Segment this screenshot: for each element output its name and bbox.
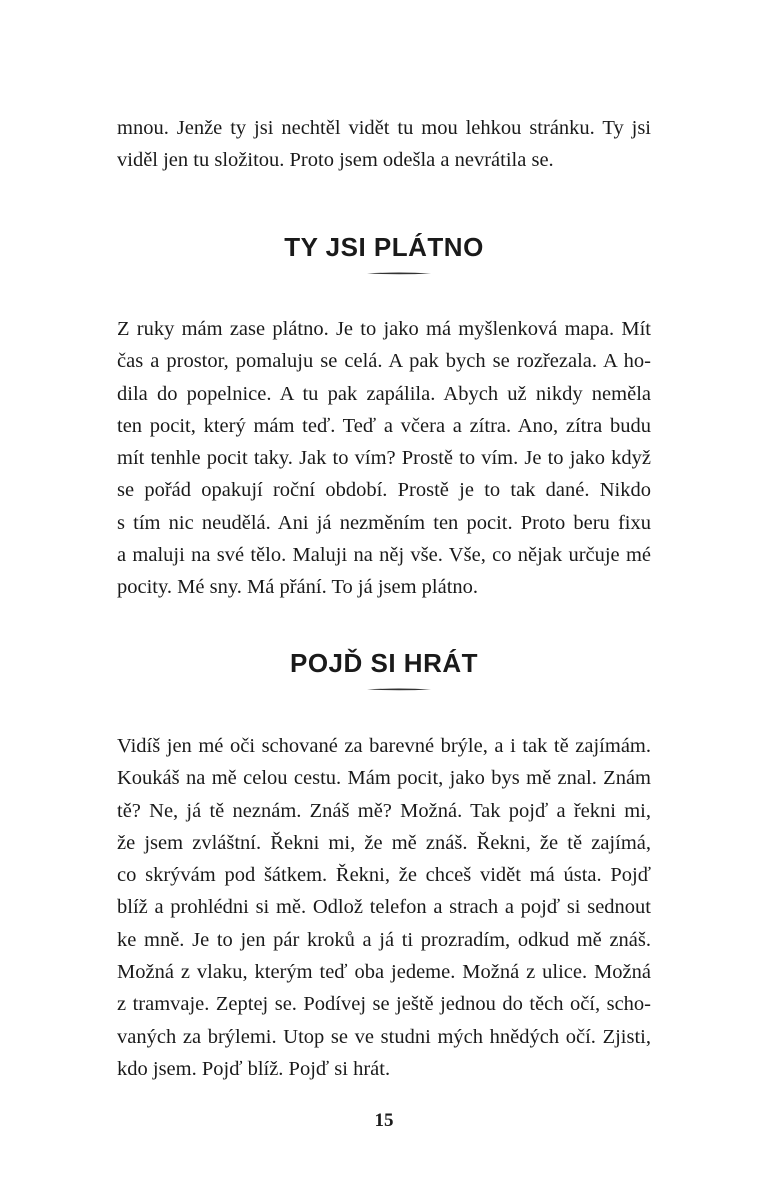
text-line: a maluji na své tělo. Maluji na něj vše. Vše, co nějak určuje mé — [117, 544, 651, 567]
text-line: mít tenhle pocit taky. Jak to vím? Prostě to vím. Je to jako když — [117, 447, 651, 470]
text-line: mnou. Jenže ty jsi nechtěl vidět tu mou lehkou stránku. Ty jsi — [117, 117, 651, 139]
text-line: tě? Ne, já tě neznám. Znáš mě? Možná. Tak pojď a řekni mi, — [117, 799, 651, 822]
text-line: Možná z vlaku, kterým teď oba jedeme. Možná z ulice. Možná — [117, 961, 651, 984]
text-line: vaných za brýlemi. Utop se ve studni mých hnědých očí. Zjisti, — [117, 1025, 651, 1048]
text-line: z tramvaje. Zeptej se. Podívej se ještě jednou do těch očí, scho- — [117, 993, 651, 1016]
heading-ornament — [367, 272, 431, 275]
section2-paragraph — [117, 730, 651, 1085]
section-title-ty-jsi-platno: TY JSI PLÁTNO — [284, 232, 484, 262]
text-line: se pořád opakují roční období. Prostě je to tak dané. Nikdo — [117, 479, 651, 502]
intro-paragraph — [117, 112, 651, 177]
text-line: dila do popelnice. A tu pak zapálila. Abych už nikdy neměla — [117, 382, 651, 405]
text-line: viděl jen tu složitou. Proto jsem odešla a nevrátila se. — [117, 149, 554, 172]
text-line: blíž a prohlédni si mě. Odlož telefon a strach a pojď si sednout — [117, 896, 651, 919]
heading-ornament — [367, 688, 431, 691]
text-line: Z ruky mám zase plátno. Je to jako má myšlenková mapa. Mít — [117, 318, 651, 340]
text-line: kdo jsem. Pojď blíž. Pojď si hrát. — [117, 1057, 391, 1080]
section-title-pojd-si-hrat: POJĎ SI HRÁT — [289, 648, 479, 678]
text-line: s tím nic neudělá. Ani já nezměním ten pocit. Proto beru fixu — [117, 511, 651, 534]
text-line: Koukáš na mě celou cestu. Mám pocit, jako bys mě znal. Znám — [117, 767, 651, 790]
section1-paragraph — [117, 313, 651, 604]
page-number: 15 — [374, 1110, 394, 1131]
text-line: pocity. Mé sny. Má přání. To já jsem plátno. — [117, 576, 479, 599]
text-line: co skrývám pod šátkem. Řekni, že chceš vidět má ústa. Pojď — [117, 864, 651, 887]
text-line: Vidíš jen mé oči schované za barevné brýle, a i tak tě zajímám. — [117, 735, 651, 757]
text-line: ke mně. Je to jen pár kroků a já ti prozradím, odkud mě znáš. — [117, 928, 651, 951]
text-line: ten pocit, který mám teď. Teď a včera a zítra. Ano, zítra budu — [117, 414, 651, 437]
text-line: že jsem zvláštní. Řekni mi, že mě znáš. Řekni, že tě zajímá, — [117, 831, 651, 854]
text-line: čas a prostor, pomaluju se celá. A pak bych se rozřezala. A ho- — [117, 350, 651, 373]
